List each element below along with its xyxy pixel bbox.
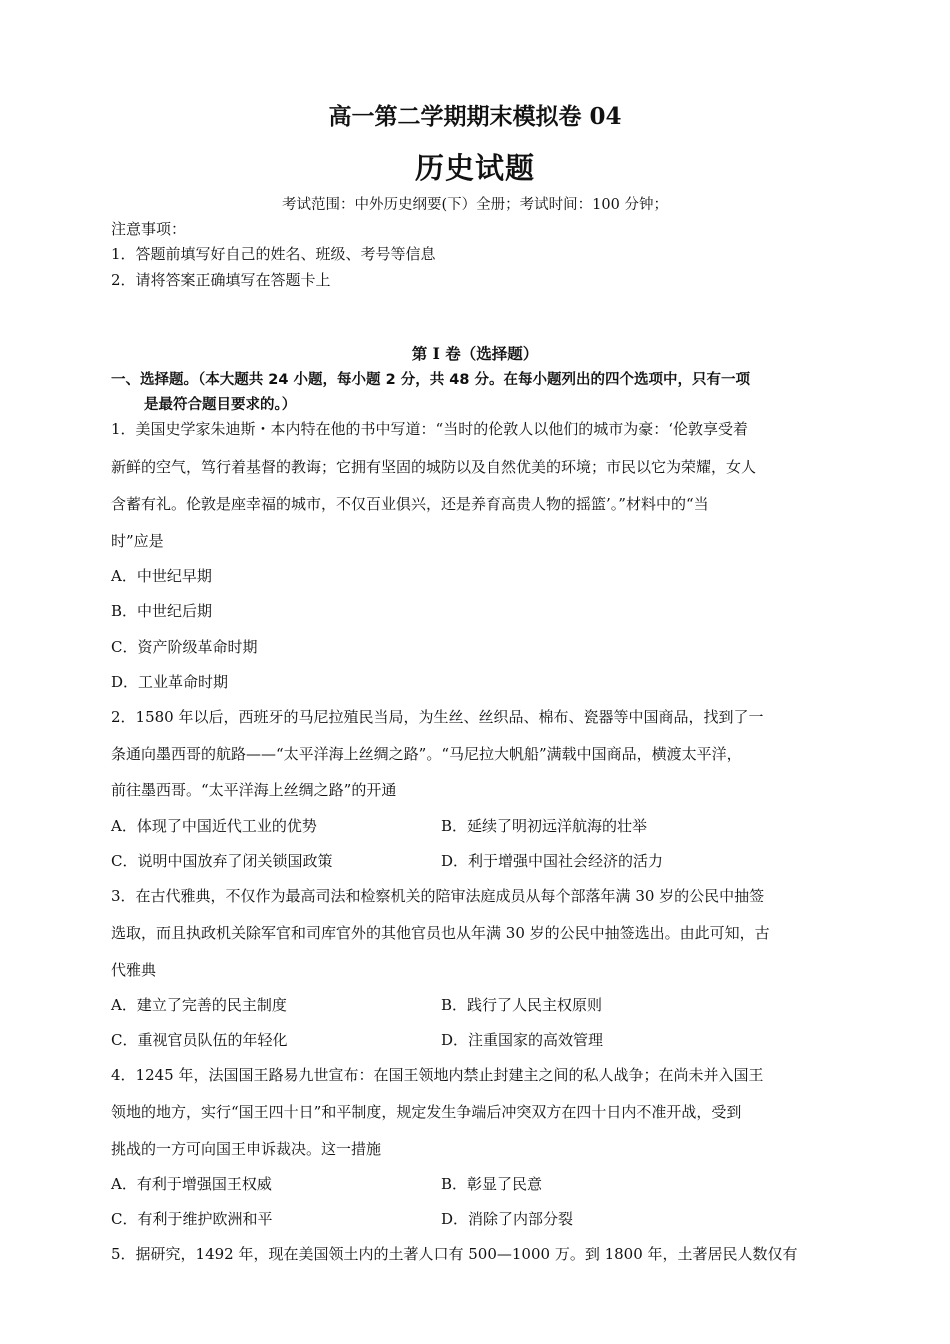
- question-2-option-c: C．说明中国放弃了闭关锁国政策: [111, 852, 333, 870]
- question-1-line: 时”应是: [111, 532, 164, 550]
- question-2-option-d: D．利于增强中国社会经济的活力: [441, 852, 664, 870]
- instruction-line: 一、选择题。（本大题共 24 小题，每小题 2 分，共 48 分。在每小题列出的四个选项中，只有一项: [111, 372, 750, 388]
- question-1-option-b: B．中世纪后期: [111, 602, 213, 620]
- question-5-line: 5．据研究，1492 年，现在美国领土内的土著人口有 500—1000 万。到 1800 年，土著居民人数仅有: [111, 1245, 798, 1263]
- question-1-line: 1．美国史学家朱迪斯・本内特在他的书中写道：“当时的伦敦人以他们的城市为豪：‘伦敦享受着: [111, 420, 748, 438]
- question-2-option-a: A．体现了中国近代工业的优势: [111, 817, 317, 835]
- section-instruction: [111, 368, 851, 418]
- question-3-line: 选取，而且执政机关除军官和司库官外的其他官员也从年满 30 岁的公民中抽签选出。由此可知，古: [111, 924, 770, 942]
- question-3-option-c: C．重视官员队伍的年轻化: [111, 1031, 288, 1049]
- question-4-option-b: B．彰显了民意: [441, 1175, 543, 1193]
- question-1-option-a: A．中世纪早期: [111, 567, 212, 585]
- question-3-option-b: B．践行了人民主权原则: [441, 996, 603, 1014]
- question-4-line: 挑战的一方可向国王申诉裁决。这一措施: [111, 1140, 382, 1158]
- question-2-line: 前往墨西哥。“太平洋海上丝绸之路”的开通: [111, 781, 397, 799]
- question-2-line: 2．1580 年以后，西班牙的马尼拉殖民当局，为生丝、丝织品、棉布、瓷器等中国商品，找到了一: [111, 708, 764, 726]
- question-1-option-c: C．资产阶级革命时期: [111, 638, 258, 656]
- instruction-line: 是最符合题目要求的。）: [144, 397, 297, 413]
- notes-item: 1．答题前填写好自己的姓名、班级、考号等信息: [111, 245, 436, 263]
- question-3-option-a: A．建立了完善的民主制度: [111, 996, 287, 1014]
- notes-heading: 注意事项：: [111, 220, 187, 238]
- question-3-line: 代雅典: [111, 961, 157, 979]
- question-4-line: 4．1245 年，法国国王路易九世宣布：在国王领地内禁止封建主之间的私人战争；在尚未并入国王: [111, 1066, 764, 1084]
- question-3-line: 3．在古代雅典，不仅作为最高司法和检察机关的陪审法庭成员从每个部落年满 30 岁的公民中抽签: [111, 887, 765, 905]
- exam-subtitle: 历史试题: [414, 151, 535, 185]
- question-4-option-c: C．有利于维护欧洲和平: [111, 1210, 273, 1228]
- question-4-option-d: D．消除了内部分裂: [441, 1210, 574, 1228]
- question-1-option-d: D．工业革命时期: [111, 673, 229, 691]
- question-4-line: 领地的地方，实行“国王四十日”和平制度，规定发生争端后冲突双方在四十日内不准开战，受到: [111, 1103, 742, 1121]
- notes-item: 2．请将答案正确填写在答题卡上: [111, 271, 331, 289]
- question-4-option-a: A．有利于增强国王权威: [111, 1175, 272, 1193]
- question-1-line: 新鲜的空气，笃行着基督的教诲；它拥有坚固的城防以及自然优美的环境；市民以它为荣耀，女人: [111, 458, 757, 476]
- exam-scope: 考试范围：中外历史纲要(下）全册；考试时间：100 分钟；: [282, 197, 668, 213]
- question-3-option-d: D．注重国家的高效管理: [441, 1031, 604, 1049]
- question-2-option-b: B．延续了明初远洋航海的壮举: [441, 817, 648, 835]
- section-title: 第 I 卷（选择题）: [411, 344, 539, 363]
- exam-title: 高一第二学期期末模拟卷 04: [328, 103, 622, 130]
- question-1-line: 含蓄有礼。伦敦是座幸福的城市，不仅百业俱兴，还是养育高贵人物的摇篮’。”材料中的“当: [111, 495, 709, 513]
- question-2-line: 条通向墨西哥的航路——“太平洋海上丝绸之路”。“马尼拉大帆船”满载中国商品，横渡太平洋，: [111, 745, 742, 763]
